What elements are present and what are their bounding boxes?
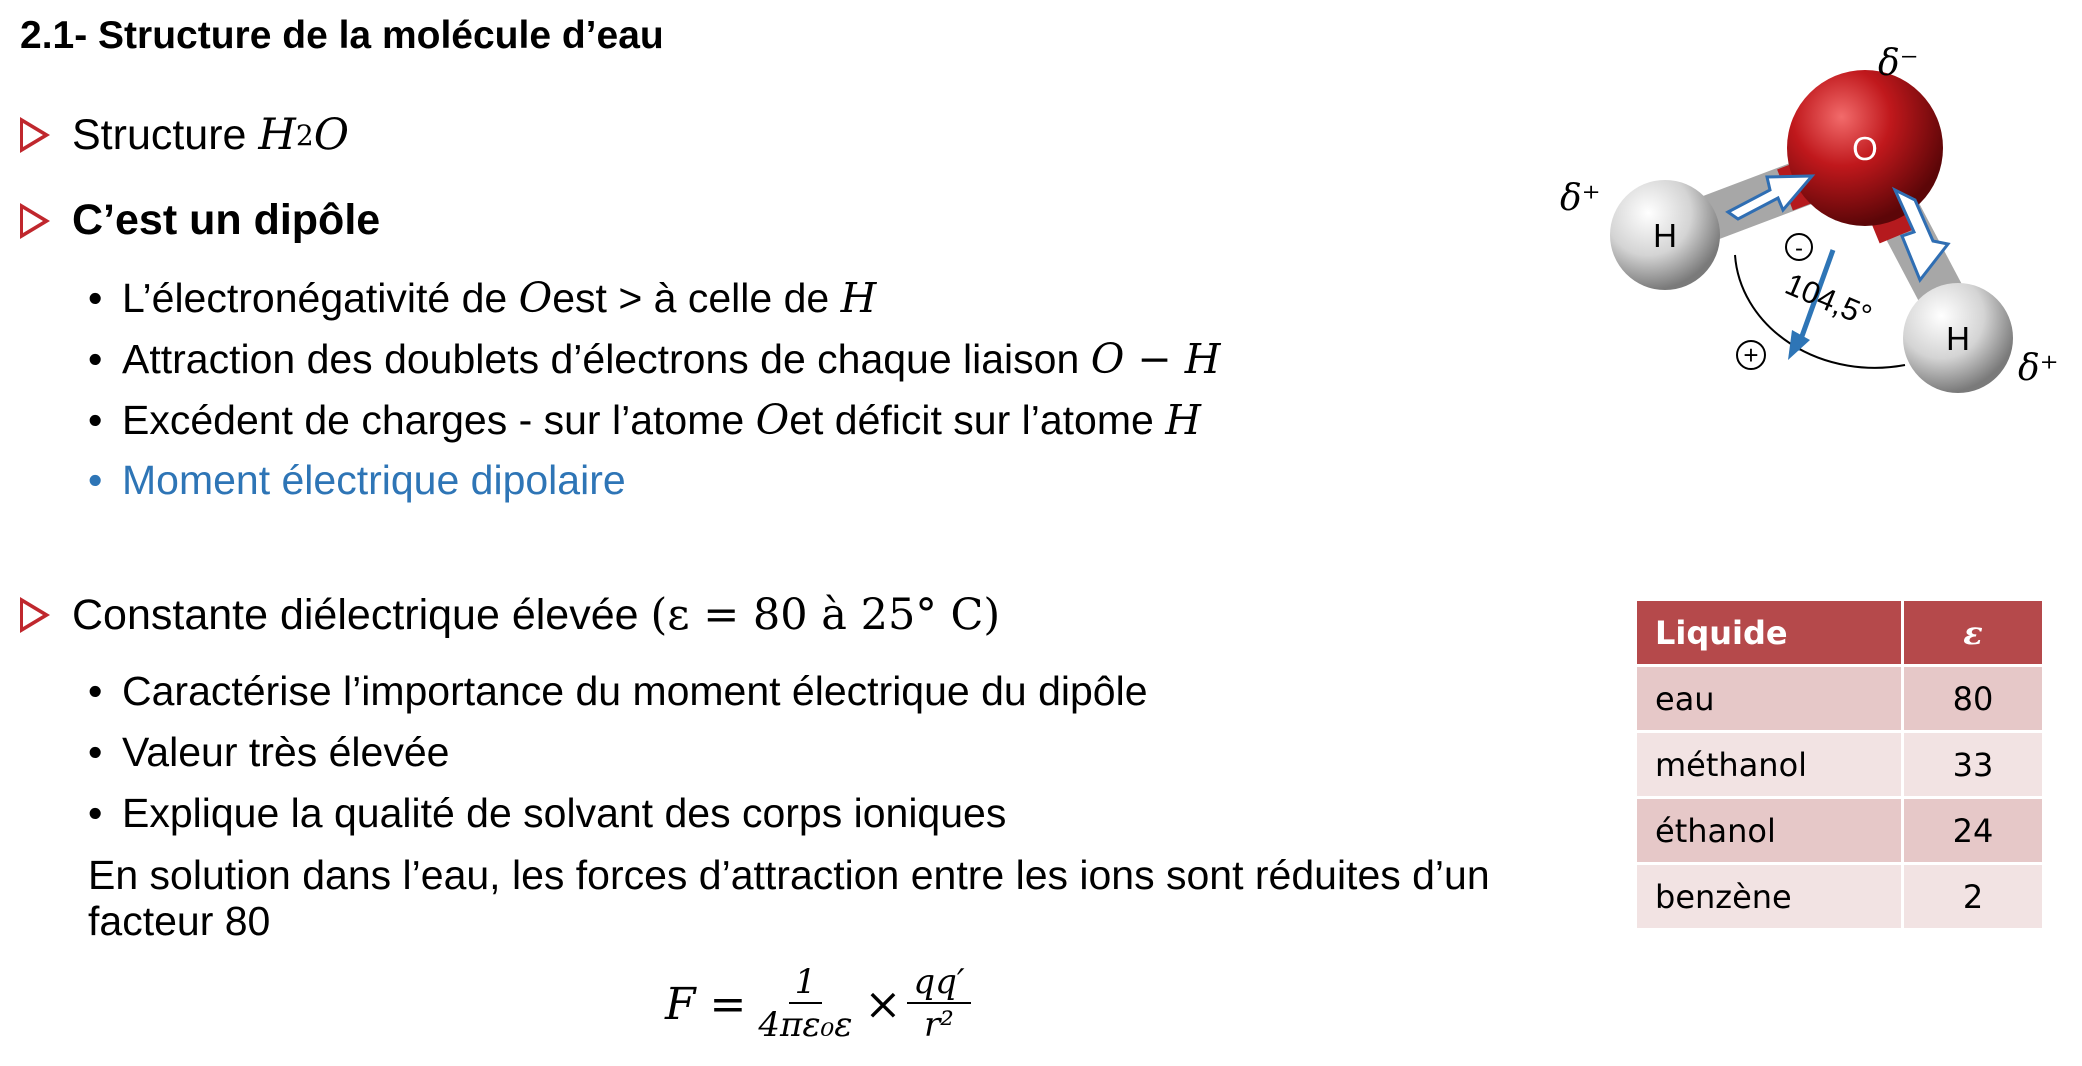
item-text: est > à celle de: [552, 275, 830, 321]
fraction-1: [752, 962, 858, 1046]
fraction-2: [907, 962, 970, 1046]
times-sign: ×: [864, 978, 902, 1030]
table-row: [1636, 666, 2044, 732]
section-dielectric: [20, 590, 1000, 640]
formula-lhs: F =: [665, 978, 747, 1030]
list-item: • Excédent de charges - sur l’atome O et déficit sur l’atome H: [88, 396, 1201, 444]
item-text: Valeur très élevée: [122, 729, 450, 775]
table-row: [1636, 864, 2044, 930]
atom-label-o: O: [1852, 130, 1878, 167]
table-cell-value: 2: [1903, 864, 2044, 930]
page-title: 2.1- Structure de la molécule d’eau: [20, 14, 664, 57]
dielectric-table: [1634, 598, 2045, 931]
triangle-bullet-icon: [20, 597, 50, 633]
partial-charge-plus-right: δ⁺: [2018, 348, 2059, 389]
coulomb-formula: [665, 962, 977, 1046]
table-cell-name: benzène: [1636, 864, 1903, 930]
item-text: et déficit sur l’atome: [789, 397, 1154, 443]
item-text: Moment électrique dipolaire: [122, 457, 626, 503]
column-header-liquide: Liquide: [1636, 600, 1903, 666]
table-header-row: [1636, 600, 2044, 666]
item-math: O: [518, 274, 553, 322]
section-structure: [20, 110, 349, 160]
dipole-heading: C’est un dipôle: [72, 196, 381, 244]
list-item: • Caractérise l’importance du moment électrique du dipôle: [88, 668, 1148, 714]
dielectric-math: (ε = 80 à 25° C): [650, 590, 1001, 640]
solution-paragraph: En solution dans l’eau, les forces d’attraction entre les ions sont réduites d’un facteur 80: [88, 852, 1490, 944]
arrowhead-icon: [1788, 330, 1810, 360]
table-cell-value: 33: [1903, 732, 2044, 798]
structure-label: Structure: [72, 110, 247, 159]
partial-charge-plus-left: δ⁺: [1560, 178, 1601, 219]
triangle-bullet-icon: [20, 117, 50, 153]
triangle-bullet-icon: [20, 203, 50, 239]
dielectric-heading: Constante diélectrique élevée: [72, 590, 639, 639]
list-item: • Moment électrique dipolaire: [88, 457, 626, 503]
fraction-denominator: 4πε₀ε: [758, 1005, 853, 1045]
item-math: H: [840, 274, 877, 322]
table-cell-name: méthanol: [1636, 732, 1903, 798]
item-math: O: [755, 396, 790, 444]
fraction-numerator: 1: [789, 962, 823, 1004]
column-header-epsilon: ε: [1903, 600, 2044, 666]
table-cell-value: 24: [1903, 798, 2044, 864]
angle-label: 104,5°: [1780, 266, 1877, 334]
fraction-numerator: qq′: [907, 962, 970, 1004]
item-math: H: [1165, 396, 1201, 444]
item-text: Explique la qualité de solvant des corps ioniques: [122, 790, 1007, 836]
fraction-denominator: r²: [924, 1005, 954, 1045]
table-row: [1636, 798, 2044, 864]
table-cell-value: 80: [1903, 666, 2044, 732]
partial-charge-minus: δ⁻: [1878, 43, 1919, 84]
list-item: • Valeur très élevée: [88, 729, 450, 775]
item-text: Excédent de charges - sur l’atome: [122, 397, 745, 443]
formula-o: O: [313, 110, 350, 160]
formula-sub: 2: [295, 118, 314, 152]
list-item: • Explique la qualité de solvant des corps ioniques: [88, 790, 1007, 836]
table-cell-name: eau: [1636, 666, 1903, 732]
table-row: [1636, 732, 2044, 798]
item-text: Attraction des doublets d’électrons de chaque liaison: [122, 336, 1080, 382]
plus-sign-text: +: [1743, 340, 1759, 370]
item-text: Caractérise l’importance du moment électrique du dipôle: [122, 668, 1148, 714]
list-item: • L’électronégativité de O est > à celle de H: [88, 274, 877, 322]
section-dipole: [20, 196, 380, 245]
minus-sign-text: -: [1795, 235, 1803, 262]
formula-h: H: [258, 110, 296, 160]
water-molecule-diagram: [1540, 30, 2080, 410]
item-text: L’électronégativité de: [122, 275, 508, 321]
atom-label-h: H: [1653, 217, 1677, 254]
item-math: O − H: [1090, 335, 1221, 383]
table-cell-name: éthanol: [1636, 798, 1903, 864]
atom-label-h: H: [1946, 320, 1970, 357]
list-item: • Attraction des doublets d’électrons de chaque liaison O − H: [88, 335, 1221, 383]
